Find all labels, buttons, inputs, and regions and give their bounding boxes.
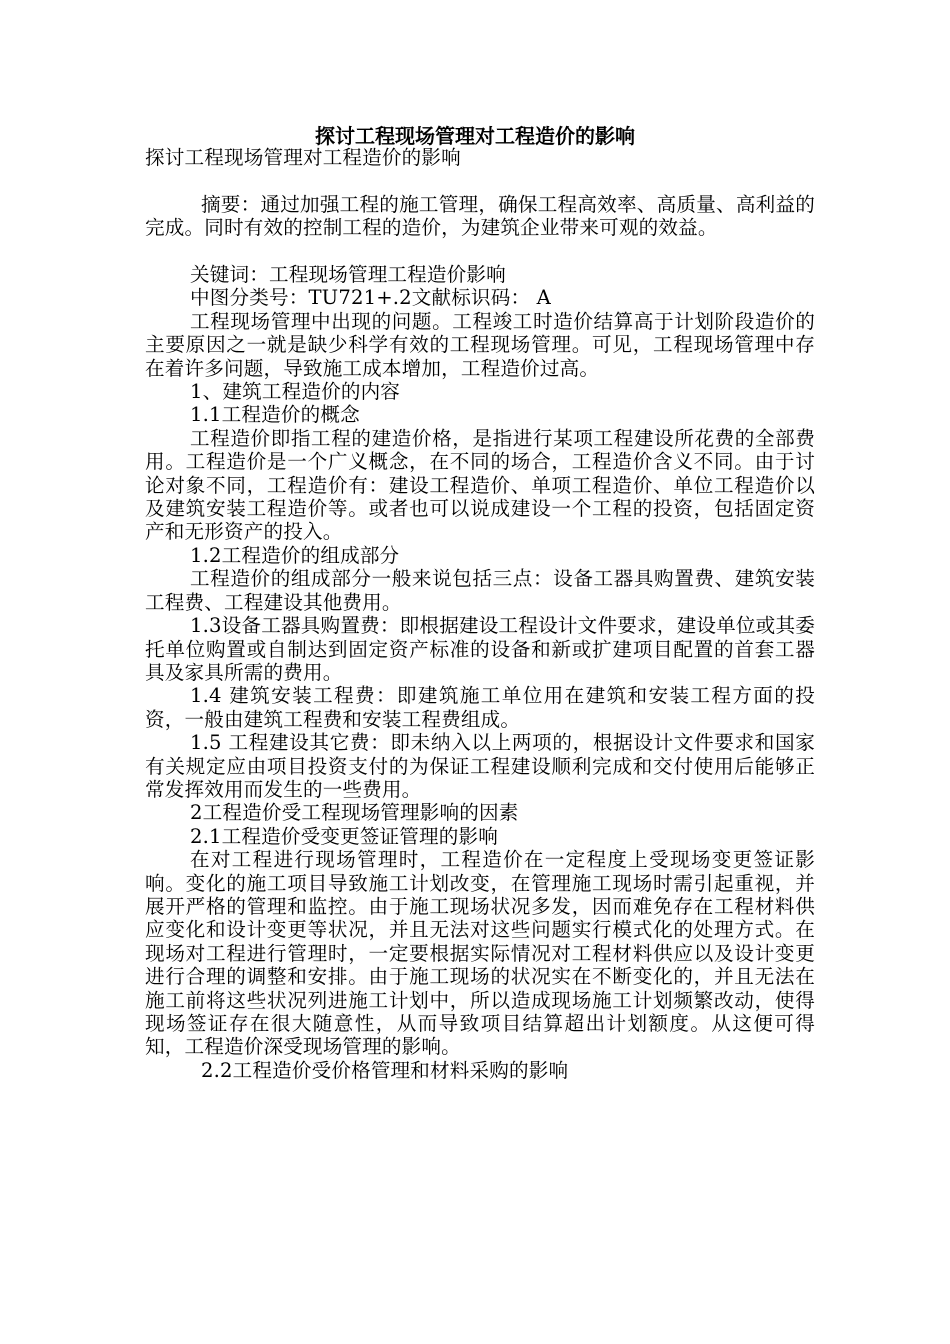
body-paragraph: 1.3设备工器具购置费：即根据建设工程设计文件要求，建设单位或其委托单位购置或自制达到固定资产标准的设备和新或扩建项目配置的首套工器具及家具所需的费用。 [145, 614, 815, 684]
subsection-heading: 1.1工程造价的概念 [190, 403, 360, 427]
body-paragraph: 工程造价即指工程的建造价格，是指进行某项工程建设所花费的全部费用。工程造价是一个广义概念，在不同的场合，工程造价含义不同。由于讨论对象不同，工程造价有：建设工程造价、单项工程造价、单位工程造价以及建筑安装工程造价等。或者也可以说成建设一个工程的投资，包括固定资产和无形资产的投入。 [145, 426, 815, 544]
spacer [145, 240, 815, 263]
body-paragraph: 1.5 工程建设其它费：即未纳入以上两项的，根据设计文件要求和国家有关规定应由项目投资支付的为保证工程建设顺利完成和交付使用后能够正常发挥效用而发生的一些费用。 [145, 731, 815, 801]
subsection-heading: 2.1工程造价受变更签证管理的影响 [190, 824, 499, 848]
subsection-heading: 1.2工程造价的组成部分 [190, 543, 400, 567]
document-title: 探讨工程现场管理对工程造价的影响 [315, 124, 635, 148]
body-paragraph: 在对工程进行现场管理时，工程造价在一定程度上受现场变更签证影响。变化的施工项目导致施工计划改变，在管理施工现场时需引起重视，并展开严格的管理和监控。由于施工现场状况多发，因而难免存在工程材料供应变化和设计变更等状况，并且无法对这些问题实行模式化的处理方式。在现场对工程进行管理时，一定要根据实际情况对工程材料供应以及设计变更进行合理的调整和安排。由于施工现场的状况实在不断变化的，并且无法在施工前将这些状况列进施工计划中，所以造成现场施工计划频繁改动，使得现场签证存在很大随意性，从而导致项目结算超出计划额度。从这便可得知，工程造价深受现场管理的影响。 [145, 848, 815, 1059]
document-body [145, 146, 815, 1082]
section-heading: 1、建筑工程造价的内容 [190, 380, 401, 404]
abstract-paragraph: 摘要：通过加强工程的施工管理，确保工程高效率、高质量、高利益的完成。同时有效的控制工程的造价，为建筑企业带来可观的效益。 [145, 192, 815, 240]
body-paragraph: 工程造价的组成部分一般来说包括三点：设备工器具购置费、建筑安装工程费、工程建设其他费用。 [145, 567, 815, 614]
body-paragraph: 1.4 建筑安装工程费：即建筑施工单位用在建筑和安装工程方面的投资，一般由建筑工程费和安装工程费组成。 [145, 684, 815, 731]
keywords-line: 关键词：工程现场管理工程造价影响 [190, 263, 506, 286]
body-paragraph: 工程现场管理中出现的问题。工程竣工时造价结算高于计划阶段造价的主要原因之一就是缺少科学有效的工程现场管理。可见，工程现场管理中存在着许多问题，导致施工成本增加，工程造价过高。 [145, 309, 815, 380]
classification-line: 中图分类号：TU721+.2文献标识码： A [190, 286, 551, 310]
section-heading: 2工程造价受工程现场管理影响的因素 [190, 801, 519, 825]
subsection-heading: 2.2工程造价受价格管理和材料采购的影响 [201, 1058, 569, 1082]
spacer [145, 169, 815, 192]
document-subtitle: 探讨工程现场管理对工程造价的影响 [145, 146, 461, 169]
